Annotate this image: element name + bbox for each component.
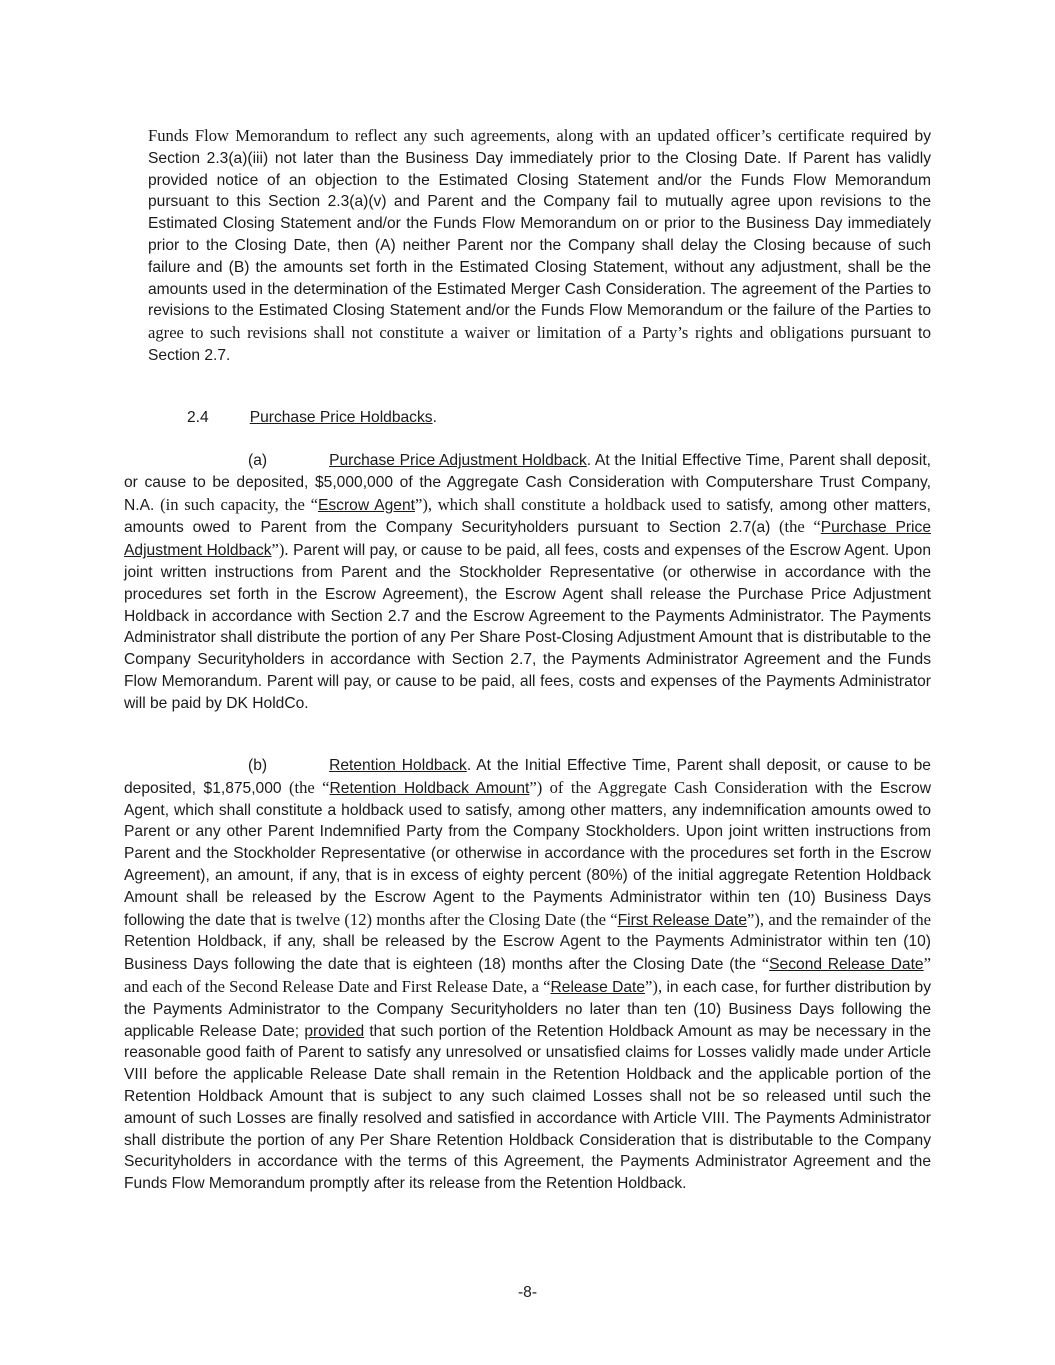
escrow-agent-term: Escrow Agent — [317, 496, 415, 514]
first-release-date-term: First Release Date — [617, 911, 748, 929]
paragraph-b-text-7: Retention Holdback, if any, shall be released by the Escrow Agent to the Payments Administrator within ten (10) Business Days following the date that is eighteen (18) months after the Closing Date (the — [124, 933, 931, 974]
carryover-line-1: Funds Flow Memorandum to reflect any such agreements, along with an updated officer’s certificate — [148, 126, 845, 145]
paragraph-a-text-4: satisfy, among other matters, amounts owed to Parent from the Company Securityholders pursuant to Section 2.7(a) — [124, 496, 931, 537]
paragraph-b-title: Retention Holdback — [329, 757, 467, 774]
paragraph-b — [124, 755, 931, 1195]
paragraph-b-text-10: ”), — [645, 976, 663, 996]
paragraph-a-label: (a) — [248, 452, 268, 469]
section-title-period: . — [432, 409, 437, 426]
paragraph-b-label: (b) — [248, 757, 268, 774]
paragraph-b-text-11: in each case, for further distribution by the Payments Administrator to the Company Securityholders no later than ten (10) Business Days following the applicable Release Date; — [124, 978, 932, 1040]
paragraph-a-text-2: (in such capacity, the “ — [154, 494, 318, 514]
paragraph-b-text-4: with the Escrow Agent, which shall constitute a holdback used to satisfy, among other matters, any indemnification amounts owed to Parent or any other Parent Indemnified Party from the Company Stockholders. Upon joint written instructions from Parent and the Stockholder Representative (or otherwise in accordance with the procedures set forth in the Escrow Agreement), an amount, if any, that is in excess of eighty percent (80%) of the initial aggregate Retention Holdback Amount shall be released by the Escrow Agent to the Payments Administrator within ten (10) Business Days following the date that — [124, 779, 932, 929]
paragraph-a — [124, 450, 931, 715]
retention-holdback-amount-term: Retention Holdback Amount — [329, 779, 530, 797]
paragraph-a-text-3: ”), which shall constitute a holdback used to — [414, 494, 721, 514]
second-release-date-term: Second Release Date — [769, 956, 924, 974]
paragraph-a-title: Purchase Price Adjustment Holdback — [329, 452, 587, 469]
provided-term: provided — [304, 1022, 365, 1040]
carryover-body: If Parent has validly provided notice of an objection to the Estimated Closing Statement and/or the Funds Flow Memorandum pursuant to this Section 2.3(a)(v) and Parent and the Company fail to mutually agree upon revisions to the Estimated Closing Statement and/or the Funds Flow Memorandum on or prior to the Business Day immediately prior to the Closing Date, then (A) neither Parent nor the Company shall delay the Closing because of such failure and (B) the amounts set forth in the Estimated Closing Statement, without any adjustment, shall be the amounts used in the determination of the Estimated Merger Cash Consideration. The agreement of the Parties to revisions to the Estimated Closing Statement and/or the Funds Flow Memorandum or the failure of the Parties to — [148, 149, 931, 320]
paragraph-b-text-12: that such portion of the Retention Holdback Amount as may be necessary in the reasonable good faith of Parent to satisfy any unresolved or unsatisfied claims for Losses validly made under Article VIII before the applicable Release Date shall remain in the Retention Holdback and the applicable portion of the Retention Holdback Amount that is subject to any such claimed Losses shall not be so released until such the amount of such Losses are finally resolved and satisfied in accordance with Article VIII. The Payments Administrator shall distribute the portion of any Per Share Retention Holdback Consideration that is distributable to the Company Securityholders in accordance with the terms of this Agreement, the Payments Administrator Agreement and the Funds Flow Memorandum promptly after its release from the Retention Holdback. — [124, 1022, 932, 1193]
carryover-serif-line: agree to such revisions shall not constitute a waiver or limitation of a Party’s rights and obligations — [148, 323, 844, 343]
paragraph-b-text-9: ” and each of the Second Release Date and First Release Date, a “ — [124, 954, 931, 996]
paragraph-b-text-2: (the “ — [281, 777, 330, 797]
carryover-last: pursuant to Section 2.7. — [148, 325, 932, 364]
page-number: -8- — [517, 1284, 538, 1301]
release-date-term: Release Date — [550, 978, 646, 996]
section-heading — [187, 407, 437, 429]
paragraph-b-text-1: . At the Initial Effective Time, Parent shall deposit, or cause to be deposited, $1,875,000 — [124, 757, 931, 797]
section-number: 2.4 — [187, 409, 209, 426]
section-title: Purchase Price Holdbacks — [249, 409, 433, 426]
paragraph-a-text-1: . At the Initial Effective Time, Parent shall deposit, or cause to be deposited, $5,000,000 of the Aggregate Cash Consideration with Computershare Trust Company, N.A. — [124, 452, 931, 514]
ppa-holdback-term: Purchase Price Adjustment Holdback — [124, 519, 931, 560]
paragraph-b-text-6: ”), and the remainder of the — [747, 909, 932, 929]
paragraph-a-text-6: ”). — [271, 540, 289, 560]
paragraph-a-text-5: (the “ — [770, 517, 821, 537]
paragraph-b-text-8: “ — [761, 954, 770, 974]
carryover-paragraph — [148, 125, 931, 367]
paragraph-b-text-5: is twelve (12) months after the Closing Date (the “ — [280, 909, 618, 929]
carryover-line-2: required by Section 2.3(a)(iii) not later than the Business Day immediately prior to the Closing Date. — [148, 128, 932, 167]
paragraph-b-text-3: ”) of the Aggregate Cash Consideration — [529, 777, 808, 797]
paragraph-a-text-7: Parent will pay, or cause to be paid, all fees, costs and expenses of the Escrow Agent. Upon joint written instructions from Parent and the Stockholder Representative (or otherwise in accordance with the procedures set forth in the Escrow Agreement), the Escrow Agent shall release the Purchase Price Adjustment Holdback in accordance with Section 2.7 and the Escrow Agreement to the Payments Administrator. The Payments Administrator shall distribute the portion of any Per Share Post-Closing Adjustment Amount that is distributable to the Company Securityholders in accordance with Section 2.7, the Payments Administrator Agreement and the Funds Flow Memorandum. Parent will pay, or cause to be paid, all fees, costs and expenses of the Payments Administrator will be paid by DK HoldCo. — [124, 542, 932, 712]
